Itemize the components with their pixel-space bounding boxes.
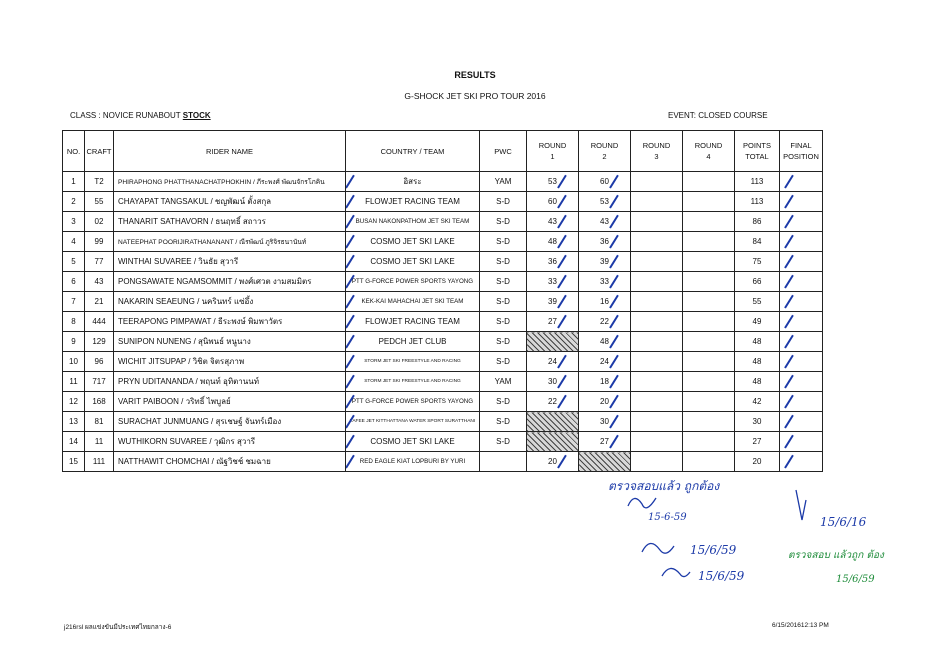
cell-round-3 xyxy=(631,292,683,312)
table-row xyxy=(63,252,823,272)
cell-craft: 96 xyxy=(85,352,114,372)
class-label: CLASS : NOVICE RUNABOUT xyxy=(70,111,181,120)
cell-no: 6 xyxy=(63,272,85,292)
cell-points-total: 48 xyxy=(735,372,780,392)
check-mark-icon xyxy=(346,215,355,229)
cell-points-total: 49 xyxy=(735,312,780,332)
event-line: EVENT: CLOSED COURSE xyxy=(668,111,768,120)
sig2-date: 15/6/59 xyxy=(690,543,737,557)
check-mark-icon xyxy=(609,335,618,349)
cell-no: 9 xyxy=(63,332,85,352)
check-mark-icon xyxy=(784,295,793,309)
check-mark-icon xyxy=(784,335,793,349)
cell-round-2: 39 xyxy=(579,252,631,272)
cell-pwc: S-D xyxy=(480,412,527,432)
check-mark-icon xyxy=(557,355,566,369)
cell-round-4 xyxy=(683,192,735,212)
cell-country-team: PTT G-FORCE POWER SPORTS YAYONG xyxy=(346,392,480,412)
cell-rider-name: NAKARIN SEAEUNG / นครินทร์ แซ่อึ้ง xyxy=(114,292,346,312)
check-mark-icon xyxy=(784,215,793,229)
cell-no: 11 xyxy=(63,372,85,392)
cell-rider-name: WINTHAI SUVAREE / วินธัย สุวารี xyxy=(114,252,346,272)
cell-craft: 717 xyxy=(85,372,114,392)
cell-no: 13 xyxy=(63,412,85,432)
cell-country-team: COSMO JET SKI LAKE xyxy=(346,232,480,252)
col-final-position: FINAL POSITION xyxy=(780,131,823,172)
cell-round-1: 20 xyxy=(527,452,579,472)
cell-points-total: 86 xyxy=(735,212,780,232)
check-mark-icon xyxy=(557,395,566,409)
cell-rider-name: WICHIT JITSUPAP / วิชิต จิตรสุภาพ xyxy=(114,352,346,372)
cell-rider-name: TEERAPONG PIMPAWAT / ธีระพงษ์ พิมพาวัตร xyxy=(114,312,346,332)
cell-rider-name: PHIRAPHONG PHATTHANACHATPHOKHIN / ภีระพงศ์ พัฒนจักรโภคิน xyxy=(114,172,346,192)
cell-round-1: 30 xyxy=(527,372,579,392)
footer-timestamp: 6/15/201612:13 PM xyxy=(772,622,829,629)
check-mark-icon xyxy=(784,235,793,249)
cell-rider-name: PONGSAWATE NGAMSOMMIT / พงศ์เศวต งามสมมิตร xyxy=(114,272,346,292)
cell-round-2: 43 xyxy=(579,212,631,232)
cell-craft: 111 xyxy=(85,452,114,472)
table-row xyxy=(63,272,823,292)
cell-round-2: 33 xyxy=(579,272,631,292)
cell-round-2: 22 xyxy=(579,312,631,332)
cell-round-3 xyxy=(631,212,683,232)
col-round-1: ROUND 1 xyxy=(527,131,579,172)
cell-round-3 xyxy=(631,192,683,212)
cell-no: 10 xyxy=(63,352,85,372)
table-row xyxy=(63,232,823,252)
check-mark-icon xyxy=(346,235,355,249)
check-mark-icon xyxy=(609,255,618,269)
cell-craft: 43 xyxy=(85,272,114,292)
check-mark-icon xyxy=(557,315,566,329)
check-mark-icon xyxy=(346,255,355,269)
check-mark-icon xyxy=(346,175,355,189)
check-mark-icon xyxy=(609,195,618,209)
col-craft: CRAFT xyxy=(85,131,114,172)
table-row xyxy=(63,352,823,372)
cell-final-position xyxy=(780,212,823,232)
check-mark-icon xyxy=(609,175,618,189)
cell-final-position xyxy=(780,412,823,432)
cell-round-4 xyxy=(683,352,735,372)
cell-round-4 xyxy=(683,332,735,352)
cell-pwc: S-D xyxy=(480,432,527,452)
check-mark-icon xyxy=(346,375,355,389)
cell-points-total: 20 xyxy=(735,452,780,472)
cell-round-3 xyxy=(631,352,683,372)
cell-points-total: 113 xyxy=(735,192,780,212)
cell-round-4 xyxy=(683,212,735,232)
check-mark-icon xyxy=(609,315,618,329)
cell-round-4 xyxy=(683,312,735,332)
cell-country-team: KEK-KAI MAHACHAI JET SKI TEAM xyxy=(346,292,480,312)
results-body xyxy=(63,172,823,472)
cell-points-total: 66 xyxy=(735,272,780,292)
cell-round-3 xyxy=(631,452,683,472)
check-mark-icon xyxy=(346,195,355,209)
check-mark-icon xyxy=(346,455,355,469)
table-row xyxy=(63,192,823,212)
col-round-4: ROUND 4 xyxy=(683,131,735,172)
cell-country-team: COSMO JET SKI LAKE xyxy=(346,252,480,272)
table-row xyxy=(63,212,823,232)
check-mark-icon xyxy=(346,295,355,309)
cell-points-total: 27 xyxy=(735,432,780,452)
check-mark-icon xyxy=(557,455,566,469)
cell-final-position xyxy=(780,452,823,472)
check-mark-icon xyxy=(557,295,566,309)
cell-final-position xyxy=(780,352,823,372)
check-mark-icon xyxy=(557,255,566,269)
check-mark-icon xyxy=(609,295,618,309)
table-row xyxy=(63,412,823,432)
cell-round-3 xyxy=(631,412,683,432)
cell-craft: 444 xyxy=(85,312,114,332)
signature-scribble-4 xyxy=(796,490,806,520)
check-mark-icon xyxy=(609,395,618,409)
check-mark-icon xyxy=(784,315,793,329)
cell-round-1 xyxy=(527,332,579,352)
cell-points-total: 48 xyxy=(735,352,780,372)
cell-round-3 xyxy=(631,392,683,412)
cell-points-total: 84 xyxy=(735,232,780,252)
cell-no: 7 xyxy=(63,292,85,312)
cell-no: 15 xyxy=(63,452,85,472)
cell-no: 4 xyxy=(63,232,85,252)
check-mark-icon xyxy=(557,195,566,209)
table-row xyxy=(63,172,823,192)
cell-country-team: BUSAN NAKONPATHOM JET SKI TEAM xyxy=(346,212,480,232)
cell-final-position xyxy=(780,332,823,352)
table-row xyxy=(63,332,823,352)
cell-country-team: PEDCH JET CLUB xyxy=(346,332,480,352)
cell-pwc: S-D xyxy=(480,392,527,412)
cell-rider-name: WUTHIKORN SUVAREE / วุฒิกร สุวารี xyxy=(114,432,346,452)
cell-round-1: 36 xyxy=(527,252,579,272)
cell-final-position xyxy=(780,372,823,392)
cell-round-1: 60 xyxy=(527,192,579,212)
check-mark-icon xyxy=(557,235,566,249)
cell-round-2: 16 xyxy=(579,292,631,312)
cell-round-3 xyxy=(631,232,683,252)
cell-round-1: 27 xyxy=(527,312,579,332)
cell-country-team: TAFEE JET KITTHATTANA WATER SPORT SURATTHANI xyxy=(346,412,480,432)
cell-round-2: 36 xyxy=(579,232,631,252)
sig5-text: ตรวจสอบ แล้วถูก ต้อง xyxy=(788,550,884,561)
cell-no: 1 xyxy=(63,172,85,192)
table-row xyxy=(63,372,823,392)
cell-country-team: FLOWJET RACING TEAM xyxy=(346,312,480,332)
cell-points-total: 113 xyxy=(735,172,780,192)
cell-craft: 99 xyxy=(85,232,114,252)
cell-no: 12 xyxy=(63,392,85,412)
sig6-date: 15/6/59 xyxy=(836,574,875,585)
cell-pwc: S-D xyxy=(480,352,527,372)
cell-rider-name: NATTHAWIT CHOMCHAI / ณัฐวิชช์ ชมฉาย xyxy=(114,452,346,472)
cell-craft: 129 xyxy=(85,332,114,352)
table-row xyxy=(63,312,823,332)
cell-country-team: FLOWJET RACING TEAM xyxy=(346,192,480,212)
check-mark-icon xyxy=(784,355,793,369)
cell-pwc xyxy=(480,452,527,472)
cell-pwc: S-D xyxy=(480,212,527,232)
cell-points-total: 30 xyxy=(735,412,780,432)
cell-final-position xyxy=(780,312,823,332)
cell-round-1: 43 xyxy=(527,212,579,232)
cell-pwc: S-D xyxy=(480,272,527,292)
col-pwc: PWC xyxy=(480,131,527,172)
cell-points-total: 42 xyxy=(735,392,780,412)
cell-round-1: 48 xyxy=(527,232,579,252)
cell-pwc: S-D xyxy=(480,232,527,252)
check-mark-icon xyxy=(346,415,355,429)
cell-final-position xyxy=(780,392,823,412)
cell-pwc: YAM xyxy=(480,172,527,192)
cell-round-4 xyxy=(683,232,735,252)
check-mark-icon xyxy=(346,355,355,369)
sig3-date: 15/6/59 xyxy=(698,569,745,583)
cell-round-3 xyxy=(631,272,683,292)
cell-craft: T2 xyxy=(85,172,114,192)
cell-craft: 77 xyxy=(85,252,114,272)
check-mark-icon xyxy=(557,215,566,229)
check-mark-icon xyxy=(609,235,618,249)
cell-no: 2 xyxy=(63,192,85,212)
cell-pwc: S-D xyxy=(480,312,527,332)
cell-country-team: STORM JET SKI FREESTYLE AND RACING xyxy=(346,352,480,372)
check-mark-icon xyxy=(784,175,793,189)
table-row xyxy=(63,432,823,452)
check-mark-icon xyxy=(557,275,566,289)
cell-final-position xyxy=(780,232,823,252)
cell-round-4 xyxy=(683,432,735,452)
check-mark-icon xyxy=(346,435,355,449)
signature-scribble-2 xyxy=(642,543,674,553)
check-mark-icon xyxy=(784,375,793,389)
cell-round-4 xyxy=(683,392,735,412)
cell-round-2: 48 xyxy=(579,332,631,352)
cell-craft: 02 xyxy=(85,212,114,232)
cell-round-1 xyxy=(527,412,579,432)
event-subtitle: G-SHOCK JET SKI PRO TOUR 2016 xyxy=(404,91,546,101)
cell-round-3 xyxy=(631,432,683,452)
cell-round-2: 18 xyxy=(579,372,631,392)
cell-rider-name: CHAYAPAT TANGSAKUL / ชญพัฒน์ ตั้งสกุล xyxy=(114,192,346,212)
cell-round-3 xyxy=(631,172,683,192)
check-mark-icon xyxy=(784,455,793,469)
col-rider-name: RIDER NAME xyxy=(114,131,346,172)
table-row xyxy=(63,392,823,412)
cell-round-4 xyxy=(683,252,735,272)
cell-pwc: S-D xyxy=(480,252,527,272)
sig1-line1: ตรวจสอบแล้ว ถูกต้อง xyxy=(608,479,720,493)
cell-pwc: YAM xyxy=(480,372,527,392)
signature-area xyxy=(590,470,910,600)
cell-round-2: 30 xyxy=(579,412,631,432)
cell-round-4 xyxy=(683,412,735,432)
cell-round-1: 22 xyxy=(527,392,579,412)
cell-no: 14 xyxy=(63,432,85,452)
cell-country-team: STORM JET SKI FREESTYLE AND RACING xyxy=(346,372,480,392)
cell-rider-name: NATEEPHAT POORIJIRATHANANANT / ณีรพัฒน์ ภูริจิรธนานันท์ xyxy=(114,232,346,252)
check-mark-icon xyxy=(784,275,793,289)
check-mark-icon xyxy=(557,175,566,189)
cell-round-4 xyxy=(683,292,735,312)
cell-round-4 xyxy=(683,452,735,472)
cell-points-total: 48 xyxy=(735,332,780,352)
check-mark-icon xyxy=(609,275,618,289)
check-mark-icon xyxy=(784,435,793,449)
cell-round-4 xyxy=(683,172,735,192)
cell-craft: 168 xyxy=(85,392,114,412)
cell-round-2: 60 xyxy=(579,172,631,192)
cell-country-team: COSMO JET SKI LAKE xyxy=(346,432,480,452)
cell-points-total: 75 xyxy=(735,252,780,272)
cell-round-3 xyxy=(631,312,683,332)
sig4-date: 15/6/16 xyxy=(820,515,867,529)
col-country-team: COUNTRY / TEAM xyxy=(346,131,480,172)
cell-final-position xyxy=(780,292,823,312)
cell-final-position xyxy=(780,252,823,272)
cell-round-2 xyxy=(579,452,631,472)
cell-round-2: 20 xyxy=(579,392,631,412)
cell-no: 8 xyxy=(63,312,85,332)
table-header-row xyxy=(63,131,823,172)
cell-round-2: 24 xyxy=(579,352,631,372)
table-row xyxy=(63,452,823,472)
check-mark-icon xyxy=(346,315,355,329)
signature-scribble-3 xyxy=(662,568,690,576)
cell-rider-name: SUNIPON NUNENG / สุนิพนธ์ หนูนาง xyxy=(114,332,346,352)
col-round-3: ROUND 3 xyxy=(631,131,683,172)
class-line xyxy=(70,111,211,120)
cell-points-total: 55 xyxy=(735,292,780,312)
cell-no: 5 xyxy=(63,252,85,272)
cell-round-1: 24 xyxy=(527,352,579,372)
cell-round-3 xyxy=(631,252,683,272)
cell-pwc: S-D xyxy=(480,292,527,312)
check-mark-icon xyxy=(346,275,355,289)
cell-round-4 xyxy=(683,372,735,392)
cell-craft: 11 xyxy=(85,432,114,452)
cell-final-position xyxy=(780,432,823,452)
check-mark-icon xyxy=(609,415,618,429)
cell-country-team: อิสระ xyxy=(346,172,480,192)
check-mark-icon xyxy=(784,395,793,409)
cell-no: 3 xyxy=(63,212,85,232)
cell-round-4 xyxy=(683,272,735,292)
footer-file-path: j216rsl ผลแข่งขันมีประเทศไทยกลาง-6 xyxy=(64,624,172,631)
cell-rider-name: PRYN UDITANANDA / พฤนท์ อุทิตานนท์ xyxy=(114,372,346,392)
check-mark-icon xyxy=(784,415,793,429)
cell-pwc: S-D xyxy=(480,192,527,212)
check-mark-icon xyxy=(609,355,618,369)
check-mark-icon xyxy=(557,375,566,389)
col-no: NO. xyxy=(63,131,85,172)
cell-round-2: 53 xyxy=(579,192,631,212)
col-points-total: POINTS TOTAL xyxy=(735,131,780,172)
cell-craft: 55 xyxy=(85,192,114,212)
cell-final-position xyxy=(780,272,823,292)
cell-country-team: PTT G-FORCE POWER SPORTS YAYONG xyxy=(346,272,480,292)
class-stock: STOCK xyxy=(182,111,211,120)
cell-rider-name: THANARIT SATHAVORN / ธนฤทธิ์ สถาวร xyxy=(114,212,346,232)
check-mark-icon xyxy=(609,375,618,389)
cell-pwc: S-D xyxy=(480,332,527,352)
cell-rider-name: VARIT PAIBOON / วริทธิ์ ไพบูลย์ xyxy=(114,392,346,412)
cell-round-3 xyxy=(631,372,683,392)
check-mark-icon xyxy=(784,255,793,269)
cell-craft: 21 xyxy=(85,292,114,312)
signature-scribble-1 xyxy=(628,498,656,508)
cell-craft: 81 xyxy=(85,412,114,432)
sig1-line2: 15-6-59 xyxy=(648,512,687,523)
cell-round-1: 33 xyxy=(527,272,579,292)
results-title: RESULTS xyxy=(454,70,496,80)
table-row xyxy=(63,292,823,312)
check-mark-icon xyxy=(609,215,618,229)
check-mark-icon xyxy=(784,195,793,209)
check-mark-icon xyxy=(346,335,355,349)
check-mark-icon xyxy=(346,395,355,409)
cell-final-position xyxy=(780,192,823,212)
cell-round-1: 53 xyxy=(527,172,579,192)
col-round-2: ROUND 2 xyxy=(579,131,631,172)
cell-round-1 xyxy=(527,432,579,452)
cell-round-1: 39 xyxy=(527,292,579,312)
cell-round-3 xyxy=(631,332,683,352)
cell-country-team: RED EAGLE KIAT LOPBURI BY YURI xyxy=(346,452,480,472)
cell-final-position xyxy=(780,172,823,192)
cell-rider-name: SURACHAT JUNMUANG / สุรเชษฐ์ จันทร์เมือง xyxy=(114,412,346,432)
results-table xyxy=(62,130,823,472)
cell-round-2: 27 xyxy=(579,432,631,452)
check-mark-icon xyxy=(609,435,618,449)
